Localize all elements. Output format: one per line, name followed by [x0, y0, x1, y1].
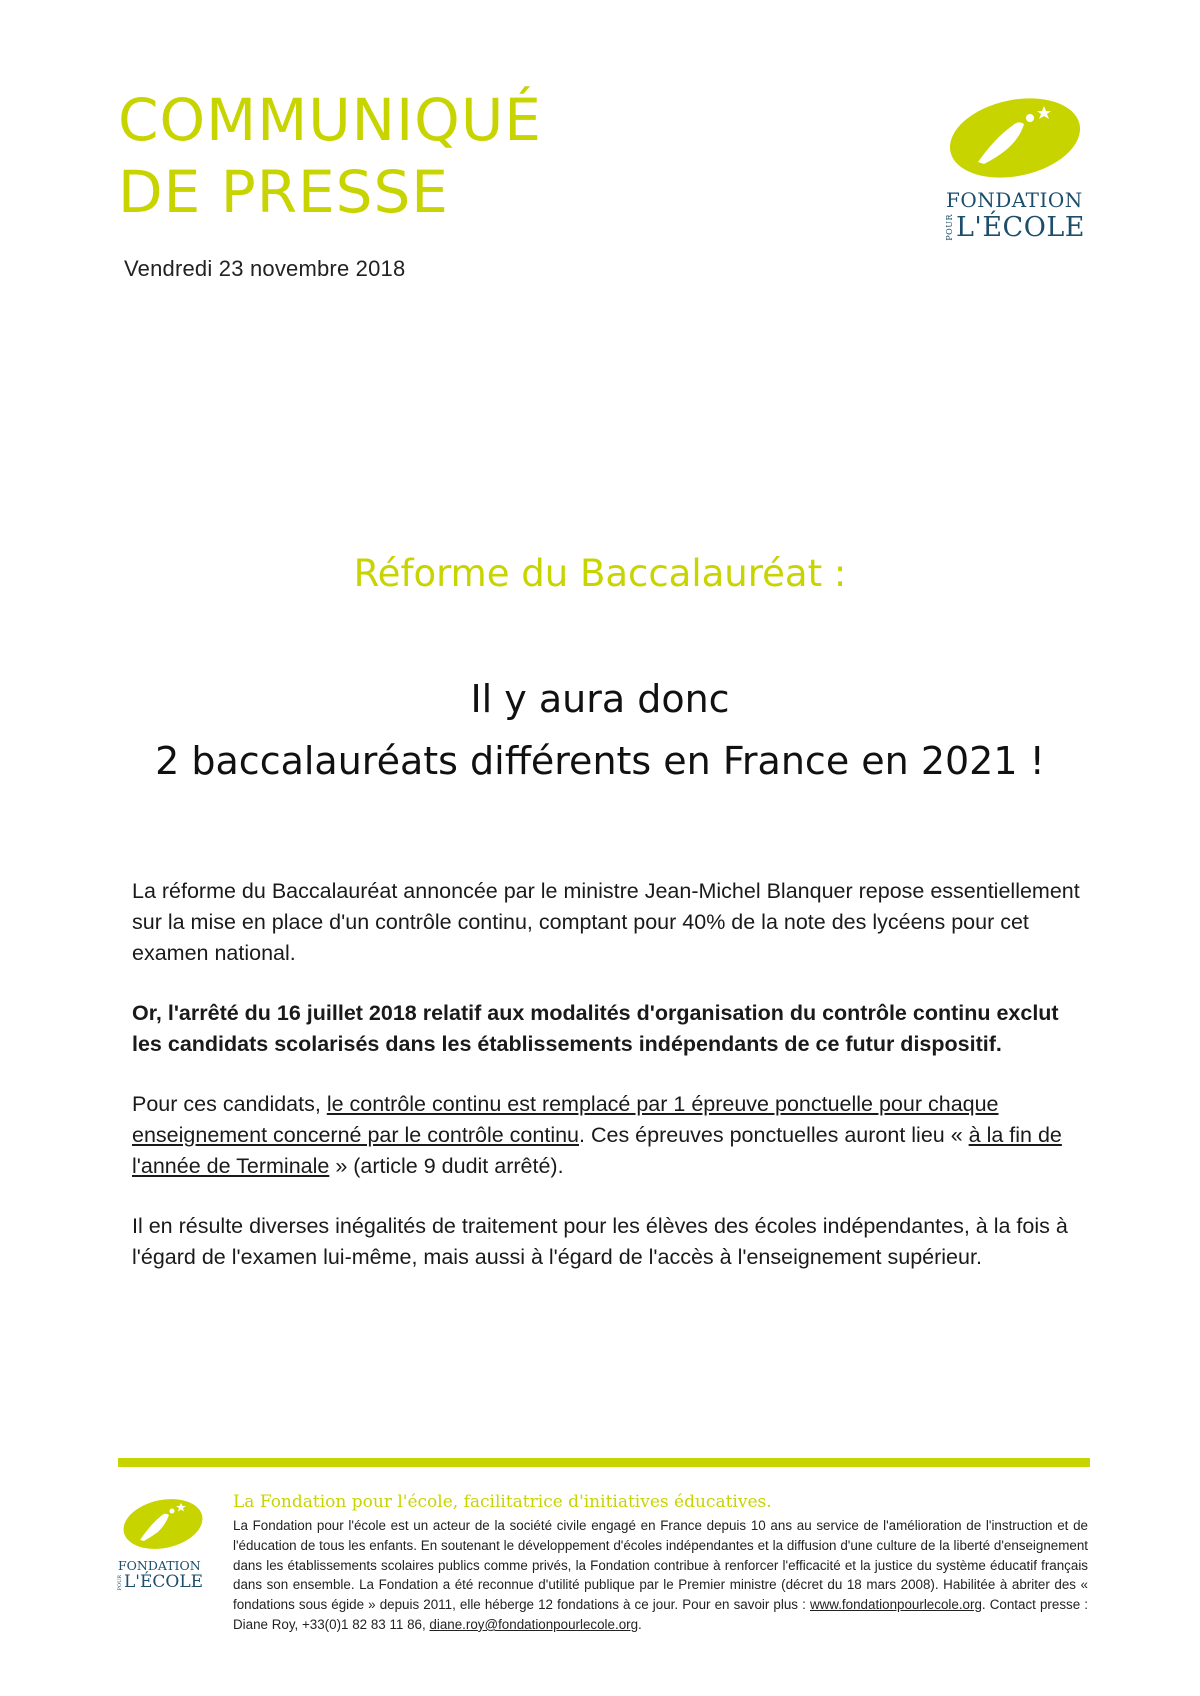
release-date: Vendredi 23 novembre 2018: [124, 256, 406, 281]
paragraph-3-part-a: Pour ces candidats,: [132, 1092, 327, 1116]
paragraph-3: [132, 1089, 1092, 1182]
footer-divider: [118, 1458, 1090, 1467]
logo-pour: POUR: [945, 214, 954, 241]
footer-logo-line-1: FONDATION: [118, 1558, 201, 1573]
paragraph-4: Il en résulte diverses inégalités de traitement pour les élèves des écoles indépendantes, à la fois à l'égard de l'examen lui-même, mais aussi à l'égard de l'accès à l'enseignement supérieur.: [132, 1214, 1068, 1269]
footer-end: .: [638, 1616, 642, 1632]
footer-contact: . Contact presse : Diane Roy, +33(0)1 82 83 11 86,: [233, 1597, 1088, 1632]
footer-description: La Fondation pour l'école est un acteur de la société civile engagé en France depuis 10 ans au service de l'amélioration de l'instruction et de l'éducation de tous les enfants. En soutenant le développement d'écoles indépendantes et la diffusion d'une culture de la liberté d'enseignement dans les établissements scolaires publics comme privés, la Fondation contribue à renforcer l'efficacité et la justice du système éducatif français dans son ensemble. La Fondation a été reconnue d'utilité publique par le Premier ministre (décret du 18 mars 2008). Habilitée à abriter des « fondations sous égide » depuis 2011, elle héberge 12 fondations à ce jour. Pour en savoir plus :: [233, 1518, 1088, 1613]
footer-heading: La Fondation pour l'école, facilitatrice d'initiatives éducatives.: [233, 1492, 772, 1512]
paragraph-3-underline-2: à la fin de l'année de Terminale: [132, 1123, 1062, 1178]
paragraph-1: La réforme du Baccalauréat annoncée par le ministre Jean-Michel Blanquer repose essentiellement sur la mise en place d'un contrôle continu, comptant pour 40% de la note des lycéens pour cet examen national.: [132, 879, 1080, 965]
headline-line-1: Il y aura donc: [470, 677, 730, 721]
footer-logo-wordmark: [118, 1560, 218, 1591]
paragraph-3-underline-1: le contrôle continu est remplacé par 1 épreuve ponctuelle pour chaque enseignement concerné par le contrôle continu: [132, 1092, 999, 1147]
subtitle: Réforme du Baccalauréat :: [353, 552, 847, 595]
title-line-2: DE PRESSE: [118, 158, 449, 226]
logo-line-2: L'ÉCOLE: [956, 211, 1085, 243]
logo-wordmark: [946, 190, 1090, 241]
body-text: [132, 876, 1092, 1302]
logo-line-1: FONDATION: [946, 188, 1083, 212]
footer-text: [233, 1516, 1088, 1635]
page-title: [118, 84, 542, 228]
title-line-1: COMMUNIQUÉ: [118, 86, 542, 154]
footer-logo-line-2: L'ÉCOLE: [124, 1571, 204, 1592]
paragraph-2: Or, l'arrêté du 16 juillet 2018 relatif aux modalités d'organisation du contrôle continu exclut les candidats scolarisés dans les établissements indépendants de ce futur dispositif.: [132, 1001, 1059, 1056]
headline-line-2: 2 baccalauréats différents en France en 2021 !: [155, 739, 1045, 783]
paragraph-3-part-e: » (article 9 dudit arrêté).: [329, 1154, 564, 1178]
paragraph-3-part-c: . Ces épreuves ponctuelles auront lieu «: [579, 1123, 969, 1147]
footer-logo-pour: POUR: [117, 1575, 123, 1591]
email-link[interactable]: diane.roy@fondationpourlecole.org: [429, 1616, 639, 1632]
website-link[interactable]: www.fondationpourlecole.org: [809, 1597, 982, 1613]
headline: [0, 668, 1200, 792]
